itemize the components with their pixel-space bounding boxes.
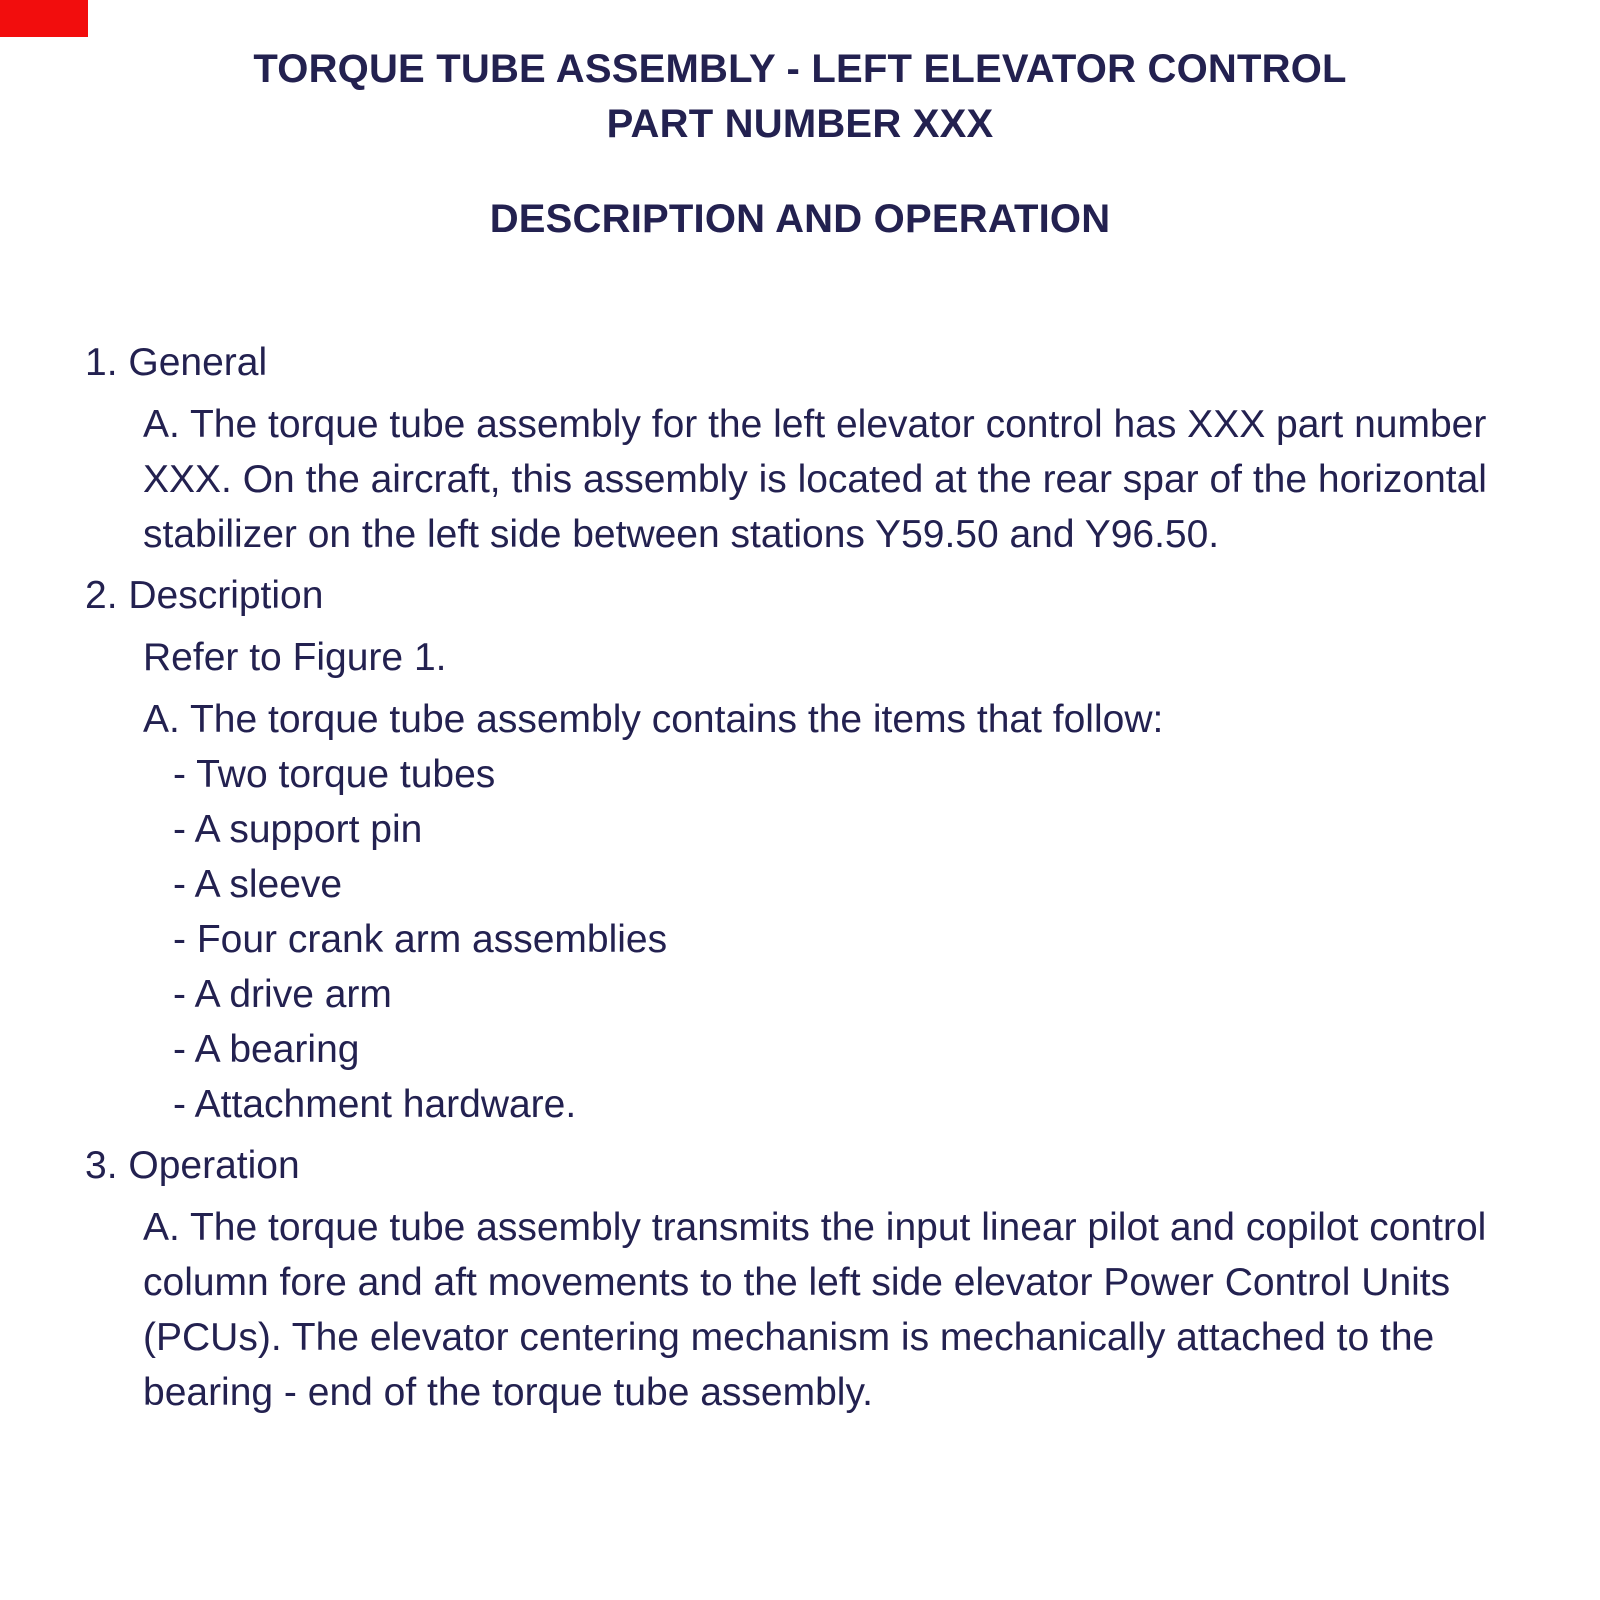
component-list: [85, 747, 1530, 1132]
document-title-line-1: TORQUE TUBE ASSEMBLY - LEFT ELEVATOR CONTROL: [253, 47, 1347, 91]
list-item: - A drive arm: [173, 973, 392, 1016]
section-operation: [85, 1138, 1530, 1420]
paragraph-line: Refer to Figure 1.: [143, 636, 447, 679]
list-item: - A bearing: [173, 1028, 360, 1071]
list-item: - Two torque tubes: [173, 753, 496, 796]
paragraph-line: A. The torque tube assembly for the left elevator control has XXX part number: [143, 403, 1487, 446]
document-body: [0, 335, 1600, 1420]
paragraph-line: XXX. On the aircraft, this assembly is located at the rear spar of the horizontal: [143, 458, 1487, 501]
document-header: [0, 0, 1600, 247]
paragraph-line: A. The torque tube assembly contains the items that follow:: [143, 698, 1164, 741]
paragraph-line: (PCUs). The elevator centering mechanism is mechanically attached to the: [143, 1316, 1435, 1359]
list-item: - Four crank arm assemblies: [173, 918, 668, 961]
section-general-heading: 1. General: [85, 341, 268, 384]
paragraph-line: column fore and aft movements to the left side elevator Power Control Units: [143, 1261, 1451, 1304]
red-corner-marker: [0, 0, 88, 37]
section-description: [85, 568, 1530, 1132]
paragraph-line: bearing - end of the torque tube assembly.: [143, 1371, 873, 1414]
list-item: - A support pin: [173, 808, 423, 851]
document-subtitle: DESCRIPTION AND OPERATION: [489, 197, 1111, 241]
section-operation-heading: 3. Operation: [85, 1144, 300, 1187]
section-operation-paragraph-a: [85, 1200, 1530, 1420]
section-description-heading: 2. Description: [85, 574, 324, 617]
paragraph-line: stabilizer on the left side between stations Y59.50 and Y96.50.: [143, 513, 1220, 556]
paragraph-line: A. The torque tube assembly transmits the input linear pilot and copilot control: [143, 1206, 1487, 1249]
section-general-paragraph-a: [85, 397, 1530, 562]
section-description-paragraph-a: [85, 692, 1530, 747]
list-item: - Attachment hardware.: [173, 1083, 577, 1126]
section-description-refer-note: [85, 630, 1530, 685]
section-general: [85, 335, 1530, 562]
list-item: - A sleeve: [173, 863, 343, 906]
document-title-line-2: PART NUMBER XXX: [606, 102, 994, 146]
